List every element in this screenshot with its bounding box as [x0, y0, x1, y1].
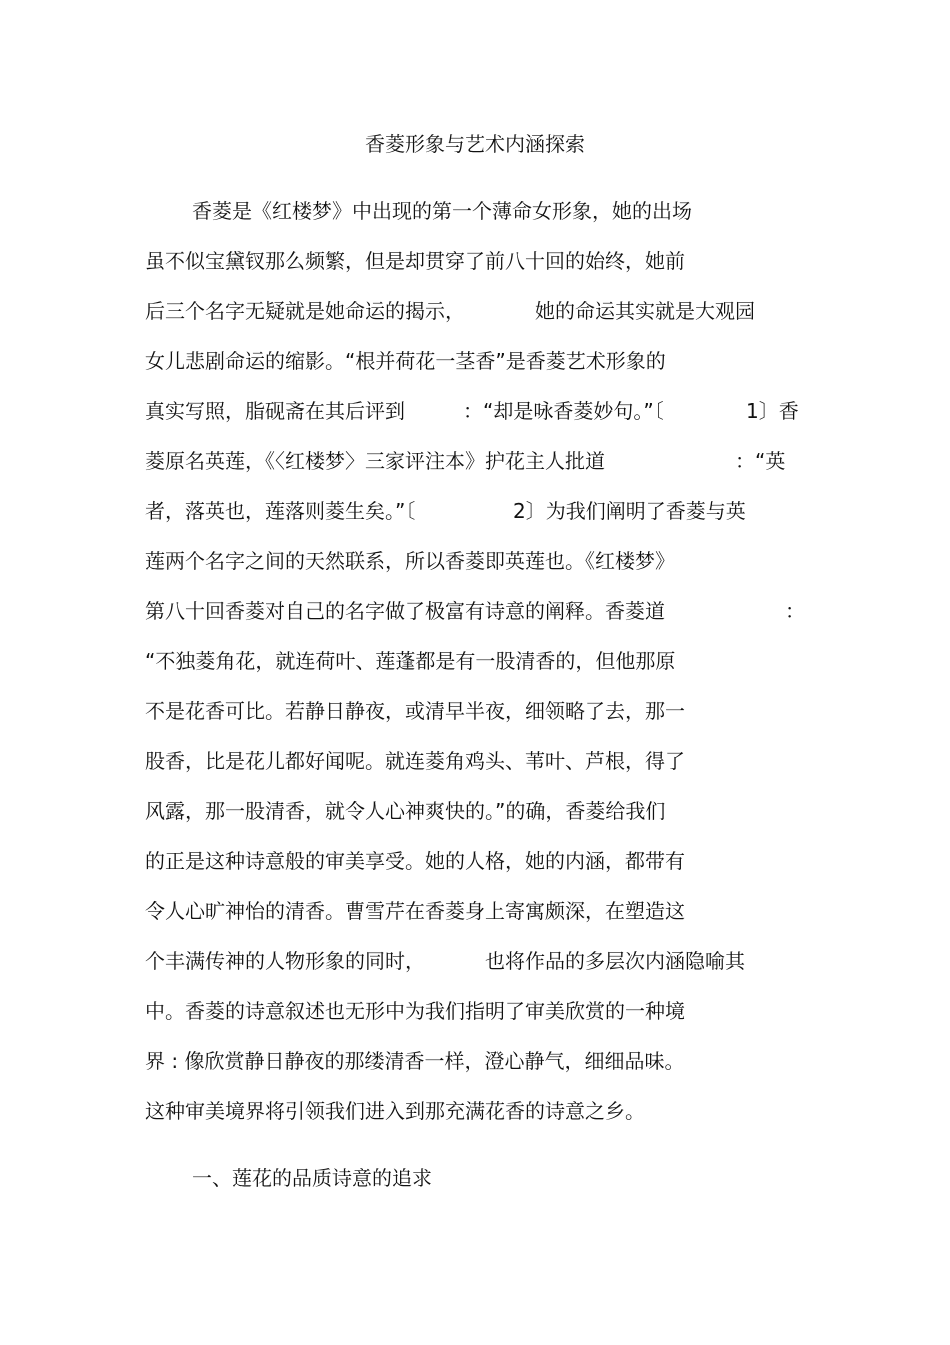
text-segment: 后三个名字无疑就是她命运的揭示， [145, 299, 465, 323]
text-segment: 界 : 像欣赏静日静夜的那缕清香一样，澄心静气，细细品味。 [145, 1049, 685, 1073]
text-segment: 个丰满传神的人物形象的同时， [145, 949, 425, 973]
text-segment: 者，落英也，莲落则菱生矣。”〔 [145, 499, 416, 523]
text-segment: 的正是这种诗意般的审美享受。她的人格，她的内涵，都带有 [145, 849, 685, 873]
paragraph-line [145, 949, 745, 973]
paragraph-line [145, 799, 665, 823]
text-segment: ： [785, 599, 805, 623]
paragraph-line [145, 899, 685, 923]
paragraph-line [145, 349, 666, 373]
paragraph-line [145, 299, 755, 323]
text-segment: 真实写照，脂砚斋在其后评到 [145, 399, 405, 423]
text-segment: ：“英 [735, 449, 786, 473]
section-heading: 一、莲花的品质诗意的追求 [192, 1166, 432, 1190]
paragraph-line [145, 649, 675, 673]
text-segment: 股香，比是花儿都好闻呢。就连菱角鸡头、苇叶、芦根，得了 [145, 749, 685, 773]
paragraph-line [145, 699, 685, 723]
paragraph-line [145, 249, 685, 273]
paragraph-line [145, 499, 746, 523]
paragraph-line [145, 849, 685, 873]
text-segment: 不是花香可比。若静日静夜，或清早半夜，细领略了去，那一 [145, 699, 685, 723]
paragraph-line [145, 749, 685, 773]
text-segment: 风露，那一股清香，就令人心神爽快的。”的确，香菱给我们 [145, 799, 666, 823]
text-segment: 女儿悲剧命运的缩影。“根并荷花一茎香”是香菱艺术形象的 [145, 349, 666, 373]
text-segment: “不独菱角花，就连荷叶、莲蓬都是有一股清香的，但他那原 [145, 649, 676, 673]
text-segment: 菱原名英莲，《〈红楼梦〉三家评注本》护花主人批道 [145, 449, 605, 473]
text-segment: 莲两个名字之间的天然联系，所以香菱即英莲也。《红楼梦》 [145, 549, 675, 573]
paragraph-line [192, 199, 692, 223]
text-segment: 香菱是《红楼梦》中出现的第一个薄命女形象，她的出场 [192, 199, 692, 223]
footnote-ref: 2〕为我们阐明了香菱与英 [513, 499, 746, 523]
paragraph-line [145, 599, 805, 623]
paragraph-line [145, 1049, 684, 1073]
text-segment: 中。香菱的诗意叙述也无形中为我们指明了审美欣赏的一种境 [145, 999, 685, 1023]
paragraph-line [145, 549, 675, 573]
text-segment: 第八十回香菱对自己的名字做了极富有诗意的阐释。香菱道 [145, 599, 665, 623]
paragraph-line [145, 999, 685, 1023]
page-title: 香菱形象与艺术内涵探索 [365, 132, 585, 156]
text-segment: 这种审美境界将引领我们进入到那充满花香的诗意之乡。 [145, 1099, 645, 1123]
text-segment: 虽不似宝黛钗那么频繁，但是却贯穿了前八十回的始终，她前 [145, 249, 685, 273]
text-segment: 令人心旷神怡的清香。曹雪芹在香菱身上寄寓颇深，在塑造这 [145, 899, 685, 923]
paragraph-line [145, 399, 799, 423]
footnote-ref: 1〕香 [746, 399, 799, 423]
text-segment: 她的命运其实就是大观园 [535, 299, 755, 323]
text-segment: 也将作品的多层次内涵隐喻其 [485, 949, 745, 973]
text-segment: ：“却是咏香菱妙句。”〔 [463, 399, 664, 423]
paragraph-line [145, 449, 786, 473]
paragraph-line [145, 1099, 645, 1123]
